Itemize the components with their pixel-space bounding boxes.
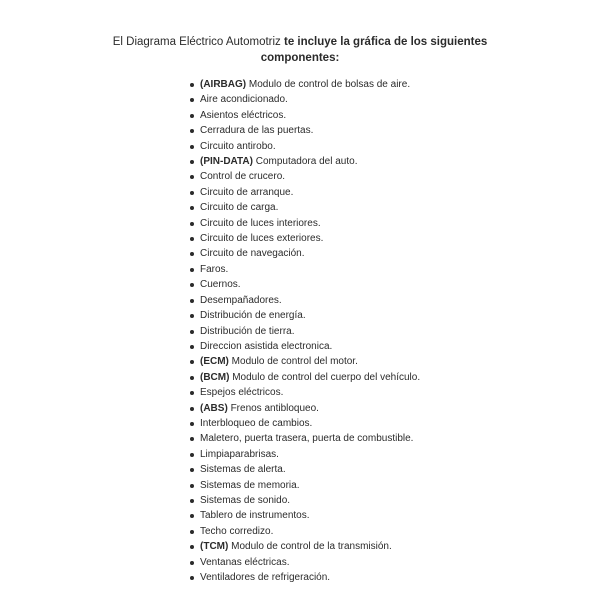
list-item <box>188 216 420 231</box>
component-text: Limpiaparabrisas. <box>200 448 279 460</box>
list-item <box>188 539 420 554</box>
component-text: Desempañadores. <box>200 294 282 306</box>
component-text: Techo corredizo. <box>200 525 274 537</box>
component-text: Frenos antibloqueo. <box>230 402 319 414</box>
component-text: Sistemas de alerta. <box>200 464 286 476</box>
list-item <box>188 339 420 354</box>
list-item <box>188 154 420 169</box>
list-item <box>188 262 420 277</box>
component-code: (TCM) <box>200 541 229 553</box>
list-item <box>188 570 420 585</box>
list-item <box>188 169 420 184</box>
intro-line-1 <box>0 34 600 50</box>
component-text: Ventanas eléctricas. <box>200 556 290 568</box>
component-text: Circuito de luces interiores. <box>200 217 321 229</box>
list-item <box>188 385 420 400</box>
component-text: Ventiladores de refrigeración. <box>200 572 331 583</box>
component-text: Sistemas de memoria. <box>200 479 300 491</box>
component-text: Modulo de control de la transmisión. <box>231 541 392 553</box>
list-item <box>188 77 420 92</box>
list-item <box>188 308 420 323</box>
list-item <box>188 231 420 246</box>
list-item <box>188 555 420 570</box>
list-item <box>188 277 420 292</box>
intro-lead: El Diagrama Eléctrico Automotriz <box>112 36 281 48</box>
component-text: Cuernos. <box>200 279 241 291</box>
component-text: Computadora del auto. <box>255 156 358 168</box>
component-text: Direccion asistida electronica. <box>200 340 333 352</box>
component-text: Interbloqueo de cambios. <box>200 417 313 429</box>
components-list <box>188 77 420 585</box>
list-item <box>188 416 420 431</box>
component-text: Control de crucero. <box>200 171 286 183</box>
component-text: Espejos eléctricos. <box>200 387 284 399</box>
list-item <box>188 478 420 493</box>
component-text: Circuito de arranque. <box>200 186 294 198</box>
list-item <box>188 200 420 215</box>
list-item <box>188 108 420 123</box>
list-item <box>188 92 420 107</box>
component-code: (AIRBAG) <box>200 79 247 90</box>
component-text: Circuito antirobo. <box>200 140 276 152</box>
list-item <box>188 246 420 261</box>
component-code: (PIN-DATA) <box>200 156 253 168</box>
component-text: Modulo de control del motor. <box>231 356 358 368</box>
component-text: Circuito de carga. <box>200 202 279 214</box>
component-text: Modulo de control de bolsas de aire. <box>248 79 411 90</box>
component-text: Maletero, puerta trasera, puerta de combustible. <box>200 433 414 445</box>
list-item <box>188 524 420 539</box>
list-item <box>188 508 420 523</box>
component-text: Tablero de instrumentos. <box>200 510 310 522</box>
component-text: Modulo de control del cuerpo del vehículo. <box>232 371 421 383</box>
list-item <box>188 370 420 385</box>
component-text: Circuito de luces exteriores. <box>200 233 324 245</box>
component-code: (ECM) <box>200 356 229 368</box>
component-text: Cerradura de las puertas. <box>200 125 314 137</box>
list-item <box>188 139 420 154</box>
list-item <box>188 354 420 369</box>
list-item <box>188 324 420 339</box>
list-item <box>188 431 420 446</box>
list-item <box>188 447 420 462</box>
list-item <box>188 462 420 477</box>
component-text: Distribución de energía. <box>200 310 306 322</box>
list-item <box>188 293 420 308</box>
list-item <box>188 401 420 416</box>
component-text: Asientos eléctricos. <box>200 109 287 121</box>
component-text: Sistemas de sonido. <box>200 494 291 506</box>
component-code: (ABS) <box>200 402 228 414</box>
component-text: Circuito de navegación. <box>200 248 305 260</box>
intro-bold-2: componentes: <box>260 52 340 64</box>
intro-heading <box>0 34 600 66</box>
list-item <box>188 123 420 138</box>
component-text: Faros. <box>200 263 229 275</box>
component-code: (BCM) <box>200 371 230 383</box>
intro-bold-1: te incluye la gráfica de los siguientes <box>284 36 488 48</box>
component-text: Aire acondicionado. <box>200 94 288 106</box>
component-text: Distribución de tierra. <box>200 325 295 337</box>
list-item <box>188 185 420 200</box>
list-item <box>188 493 420 508</box>
